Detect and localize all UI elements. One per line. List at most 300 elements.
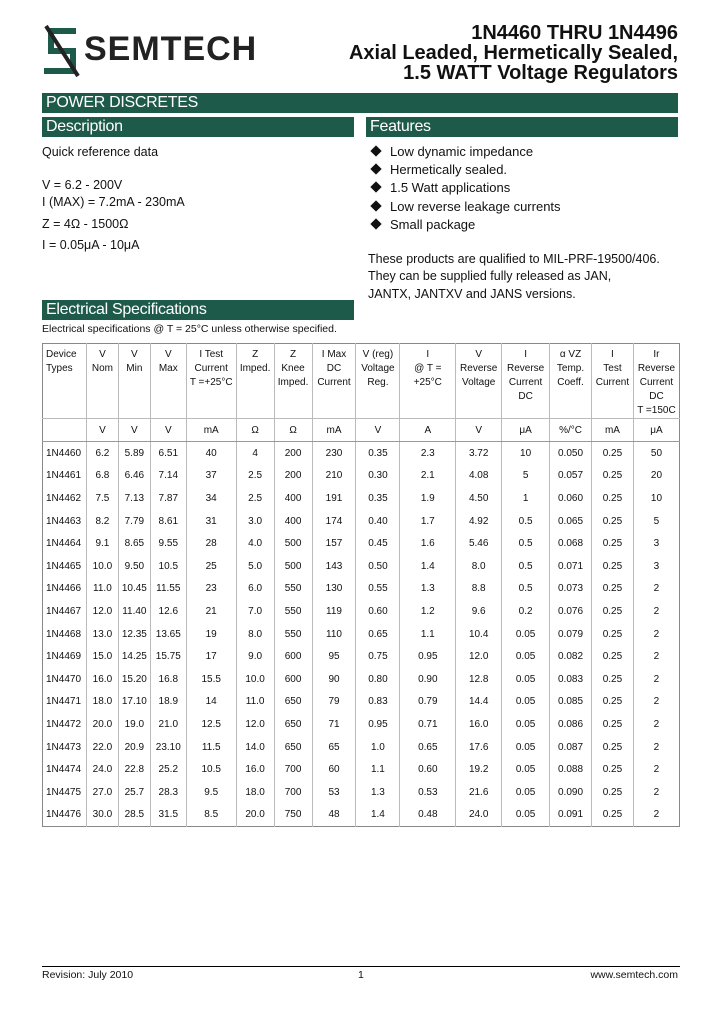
table-cell: 31.5 xyxy=(150,804,186,827)
table-cell: 2 xyxy=(653,786,660,798)
table-cell: 119 xyxy=(312,600,356,623)
description-heading: Description xyxy=(46,118,123,135)
table-cell: 27.0 xyxy=(86,781,118,804)
table-header-row xyxy=(43,344,680,419)
table-row xyxy=(43,758,680,781)
table-cell: 13.0 xyxy=(86,623,118,646)
column-header xyxy=(118,344,150,419)
table-cell: 0.25 xyxy=(591,645,633,668)
features-heading: Features xyxy=(370,118,431,135)
table-cell: 1.4 xyxy=(400,555,456,578)
table-cell: 37 xyxy=(186,465,236,488)
desc-line-iz: I (MAX) = 7.2mA - 230mA xyxy=(42,195,185,209)
table-cell: 0.25 xyxy=(591,442,633,465)
column-header-line: Imped. xyxy=(277,377,309,388)
unit-cell: V xyxy=(150,419,186,442)
table-cell: 6.51 xyxy=(150,442,186,465)
table-cell: 7.87 xyxy=(150,487,186,510)
table-cell: 0.83 xyxy=(356,691,400,714)
table-cell: 19.0 xyxy=(118,713,150,736)
units-row xyxy=(43,419,680,442)
table-cell: 0.086 xyxy=(550,713,592,736)
column-header xyxy=(633,344,679,419)
table-cell: 10 xyxy=(502,442,550,465)
table-cell: 0.05 xyxy=(502,736,550,759)
table-row xyxy=(43,442,680,465)
table-cell: 11.55 xyxy=(150,578,186,601)
device-type-cell: 1N4466 xyxy=(43,578,87,601)
table-row xyxy=(43,600,680,623)
device-type-cell: 1N4471 xyxy=(43,691,87,714)
column-header-line: Current xyxy=(639,377,674,388)
table-cell: 191 xyxy=(312,487,356,510)
table-cell: 48 xyxy=(312,804,356,827)
unit-cell: μA xyxy=(502,419,550,442)
unit-cell: Ω xyxy=(236,419,274,442)
table-cell: 9.5 xyxy=(186,781,236,804)
table-cell: 0.60 xyxy=(400,758,456,781)
table-cell: 12.5 xyxy=(186,713,236,736)
table-cell: 600 xyxy=(274,668,312,691)
column-header xyxy=(550,344,592,419)
column-header-line: T =150C xyxy=(637,405,676,416)
table-row xyxy=(43,668,680,691)
table-cell: 8.61 xyxy=(150,510,186,533)
column-header-line: Voltage xyxy=(461,377,496,388)
table-cell: 0.95 xyxy=(356,713,400,736)
table-cell: 0.05 xyxy=(502,758,550,781)
table-cell: 0.25 xyxy=(591,691,633,714)
table-cell: 2 xyxy=(653,583,660,595)
table-cell: 28 xyxy=(186,532,236,555)
table-cell: 0.25 xyxy=(591,532,633,555)
table-cell: 650 xyxy=(274,691,312,714)
column-header-line: T =+25°C xyxy=(189,377,233,388)
table-cell: 8.8 xyxy=(456,578,502,601)
column-header xyxy=(356,344,400,419)
table-cell: 11.40 xyxy=(118,600,150,623)
device-type-cell: 1N4461 xyxy=(43,465,87,488)
table-cell: 4.50 xyxy=(456,487,502,510)
table-cell: 0.25 xyxy=(591,510,633,533)
table-cell: 210 xyxy=(312,465,356,488)
diamond-bullet-icon xyxy=(370,200,381,211)
table-cell: 143 xyxy=(312,555,356,578)
table-cell: 10.5 xyxy=(150,555,186,578)
table-cell: 110 xyxy=(312,623,356,646)
column-header-line: V (reg) xyxy=(362,349,394,360)
unit-cell: V xyxy=(356,419,400,442)
table-cell: 0.25 xyxy=(591,736,633,759)
table-cell: 0.25 xyxy=(591,600,633,623)
table-cell: 0.057 xyxy=(550,465,592,488)
table-cell: 4.0 xyxy=(236,532,274,555)
table-cell: 8.0 xyxy=(456,555,502,578)
table-cell: 200 xyxy=(274,465,312,488)
table-cell: 14.0 xyxy=(236,736,274,759)
table-cell: 7.14 xyxy=(150,465,186,488)
table-cell: 7.13 xyxy=(118,487,150,510)
device-type-cell: 1N4465 xyxy=(43,555,87,578)
column-header xyxy=(274,344,312,419)
table-cell: 7.79 xyxy=(118,510,150,533)
electrical-heading: Electrical Specifications xyxy=(46,301,207,318)
table-cell: 79 xyxy=(312,691,356,714)
table-cell: 650 xyxy=(274,736,312,759)
description-intro: Quick reference data xyxy=(42,145,159,159)
table-cell: 6.8 xyxy=(86,465,118,488)
table-cell: 700 xyxy=(274,781,312,804)
table-cell: 8.0 xyxy=(236,623,274,646)
table-cell: 10.5 xyxy=(186,758,236,781)
table-cell: 0.95 xyxy=(400,645,456,668)
table-cell: 4 xyxy=(236,442,274,465)
table-cell: 0.073 xyxy=(550,578,592,601)
table-cell: 0.05 xyxy=(502,781,550,804)
table-cell: 16.0 xyxy=(236,758,274,781)
device-type-cell: 1N4474 xyxy=(43,758,87,781)
unit-cell: mA xyxy=(591,419,633,442)
table-cell: 1.9 xyxy=(400,487,456,510)
column-header-line: α VZ xyxy=(559,349,582,360)
table-row xyxy=(43,623,680,646)
table-cell: 9.6 xyxy=(456,600,502,623)
table-row xyxy=(43,736,680,759)
table-cell: 90 xyxy=(312,668,356,691)
table-cell: 0.40 xyxy=(356,510,400,533)
qualification-line-3: JANTX, JANTXV and JANS versions. xyxy=(368,287,576,301)
footer-revision: Revision: July 2010 xyxy=(42,969,134,981)
title-line-2: Axial Leaded, Hermetically Sealed, xyxy=(348,42,678,64)
table-cell: 0.90 xyxy=(400,668,456,691)
table-cell: 0.80 xyxy=(356,668,400,691)
desc-line-ir: I = 0.05μA - 10μA xyxy=(42,238,140,252)
table-cell: 71 xyxy=(312,713,356,736)
column-header xyxy=(150,344,186,419)
table-cell: 0.05 xyxy=(502,668,550,691)
table-cell: 550 xyxy=(274,623,312,646)
table-cell: 14.25 xyxy=(118,645,150,668)
table-cell: 24.0 xyxy=(86,758,118,781)
table-cell: 0.050 xyxy=(550,442,592,465)
table-cell: 0.55 xyxy=(356,578,400,601)
table-cell: 5.89 xyxy=(118,442,150,465)
table-cell: 34 xyxy=(186,487,236,510)
table-cell: 7.0 xyxy=(236,600,274,623)
table-cell: 0.25 xyxy=(591,668,633,691)
table-cell: 5.46 xyxy=(456,532,502,555)
table-cell: 650 xyxy=(274,713,312,736)
column-header-line: Reverse xyxy=(506,363,545,374)
column-header xyxy=(400,344,456,419)
table-cell: 23 xyxy=(186,578,236,601)
table-cell: 5 xyxy=(502,465,550,488)
footer-website[interactable]: www.semtech.com xyxy=(590,969,678,981)
table-cell: 200 xyxy=(274,442,312,465)
feature-label: Low reverse leakage currents xyxy=(390,199,561,214)
column-header xyxy=(186,344,236,419)
column-header-line: Nom xyxy=(91,363,113,374)
qualification-line-1: These products are qualified to MIL-PRF-19500/406. xyxy=(368,252,660,266)
unit-cell xyxy=(43,419,87,442)
electrical-heading-bar xyxy=(42,300,354,320)
column-header-line: Z xyxy=(252,349,259,360)
table-cell: 0.53 xyxy=(400,781,456,804)
device-type-cell: 1N4464 xyxy=(43,532,87,555)
table-row xyxy=(43,487,680,510)
table-cell: 2 xyxy=(653,764,660,776)
table-cell: 0.25 xyxy=(591,578,633,601)
table-row xyxy=(43,713,680,736)
table-cell: 0.25 xyxy=(591,465,633,488)
table-cell: 10.4 xyxy=(456,623,502,646)
column-header-line: Types xyxy=(46,363,73,374)
device-type-cell: 1N4470 xyxy=(43,668,87,691)
table-cell: 9.55 xyxy=(150,532,186,555)
table-cell: 9.0 xyxy=(236,645,274,668)
table-cell: 53 xyxy=(312,781,356,804)
table-cell: 0.71 xyxy=(400,713,456,736)
table-cell: 0.45 xyxy=(356,532,400,555)
table-row xyxy=(43,532,680,555)
table-cell: 0.5 xyxy=(502,578,550,601)
table-cell: 2 xyxy=(653,673,660,685)
column-header-line: Current xyxy=(595,377,630,388)
category-label: POWER DISCRETES xyxy=(46,94,198,111)
diamond-bullet-icon xyxy=(370,145,381,156)
table-cell: 174 xyxy=(312,510,356,533)
table-cell: 25.2 xyxy=(150,758,186,781)
column-header-line: Ir xyxy=(653,349,660,360)
table-cell: 500 xyxy=(274,532,312,555)
table-cell: 1.1 xyxy=(400,623,456,646)
table-cell: 11.0 xyxy=(236,691,274,714)
table-cell: 9.50 xyxy=(118,555,150,578)
table-cell: 1.6 xyxy=(400,532,456,555)
table-cell: 17.6 xyxy=(456,736,502,759)
table-cell: 0.05 xyxy=(502,645,550,668)
column-header xyxy=(502,344,550,419)
column-header-line: Current xyxy=(317,377,351,388)
column-header-line: I xyxy=(524,349,527,360)
feature-item xyxy=(370,179,510,197)
diamond-bullet-icon xyxy=(370,218,381,229)
table-cell: 700 xyxy=(274,758,312,781)
table-cell: 6.2 xyxy=(86,442,118,465)
unit-cell: V xyxy=(118,419,150,442)
description-heading-bar xyxy=(42,117,354,137)
table-cell: 19.2 xyxy=(456,758,502,781)
column-header xyxy=(43,344,87,419)
table-cell: 30.0 xyxy=(86,804,118,827)
table-cell: 10.0 xyxy=(236,668,274,691)
column-header xyxy=(456,344,502,419)
table-cell: 1.0 xyxy=(356,736,400,759)
table-cell: 0.079 xyxy=(550,623,592,646)
column-header-line: V xyxy=(99,349,106,360)
column-header-line: Reverse xyxy=(637,363,676,374)
table-cell: 0.79 xyxy=(400,691,456,714)
unit-cell: mA xyxy=(186,419,236,442)
footer-rule xyxy=(42,966,680,967)
table-cell: 1 xyxy=(502,487,550,510)
column-header-line: @ T = +25°C xyxy=(413,363,442,388)
table-row xyxy=(43,465,680,488)
device-type-cell: 1N4460 xyxy=(43,442,87,465)
table-cell: 130 xyxy=(312,578,356,601)
table-cell: 16.0 xyxy=(456,713,502,736)
table-cell: 0.5 xyxy=(502,555,550,578)
table-cell: 20.0 xyxy=(86,713,118,736)
table-cell: 12.35 xyxy=(118,623,150,646)
table-cell: 8.2 xyxy=(86,510,118,533)
table-cell: 550 xyxy=(274,578,312,601)
device-type-cell: 1N4475 xyxy=(43,781,87,804)
table-cell: 0.088 xyxy=(550,758,592,781)
column-header-line: Max xyxy=(158,363,178,374)
column-header-line: Reverse xyxy=(460,363,498,374)
table-cell: 2.5 xyxy=(236,487,274,510)
table-cell: 8.65 xyxy=(118,532,150,555)
table-cell: 0.068 xyxy=(550,532,592,555)
table-cell: 1.1 xyxy=(356,758,400,781)
table-cell: 400 xyxy=(274,510,312,533)
column-header-line: DC xyxy=(649,391,664,402)
feature-label: Small package xyxy=(390,217,476,232)
feature-item xyxy=(370,161,507,179)
table-cell: 0.25 xyxy=(591,555,633,578)
table-cell: 0.65 xyxy=(356,623,400,646)
diamond-bullet-icon xyxy=(370,181,381,192)
table-cell: 400 xyxy=(274,487,312,510)
table-cell: 5 xyxy=(653,515,660,527)
table-cell: 0.05 xyxy=(502,623,550,646)
table-cell: 13.65 xyxy=(150,623,186,646)
column-header-line: Coeff. xyxy=(557,377,584,388)
unit-cell: μA xyxy=(633,419,679,442)
table-cell: 1.4 xyxy=(356,804,400,827)
column-header-line: Knee xyxy=(281,363,305,374)
table-cell: 18.0 xyxy=(236,781,274,804)
table-cell: 2 xyxy=(653,741,660,753)
qualification-line-2: They can be supplied fully released as JAN, xyxy=(368,269,612,283)
unit-cell: %/°C xyxy=(550,419,592,442)
title-line-3: 1.5 WATT Voltage Regulators xyxy=(403,62,678,84)
table-cell: 12.8 xyxy=(456,668,502,691)
table-cell: 3 xyxy=(653,538,660,550)
footer-page-number: 1 xyxy=(358,969,364,981)
table-cell: 11.0 xyxy=(86,578,118,601)
table-cell: 18.0 xyxy=(86,691,118,714)
table-cell: 0.087 xyxy=(550,736,592,759)
table-cell: 2 xyxy=(653,651,660,663)
desc-line-vr: V = 6.2 - 200V xyxy=(42,178,123,192)
column-header xyxy=(312,344,356,419)
table-cell: 0.05 xyxy=(502,804,550,827)
table-cell: 500 xyxy=(274,555,312,578)
table-row xyxy=(43,578,680,601)
column-header-line: I xyxy=(611,349,614,360)
table-cell: 0.091 xyxy=(550,804,592,827)
table-cell: 9.1 xyxy=(86,532,118,555)
table-cell: 0.30 xyxy=(356,465,400,488)
device-type-cell: 1N4473 xyxy=(43,736,87,759)
table-cell: 0.65 xyxy=(400,736,456,759)
table-cell: 2.1 xyxy=(400,465,456,488)
table-cell: 750 xyxy=(274,804,312,827)
table-cell: 0.25 xyxy=(591,487,633,510)
column-header-line: Test xyxy=(603,363,622,374)
table-row xyxy=(43,645,680,668)
table-cell: 0.05 xyxy=(502,691,550,714)
table-cell: 0.5 xyxy=(502,532,550,555)
table-cell: 15.20 xyxy=(118,668,150,691)
table-cell: 11.5 xyxy=(186,736,236,759)
table-cell: 0.065 xyxy=(550,510,592,533)
device-type-cell: 1N4462 xyxy=(43,487,87,510)
table-cell: 0.2 xyxy=(502,600,550,623)
table-cell: 230 xyxy=(312,442,356,465)
table-cell: 17.10 xyxy=(118,691,150,714)
table-cell: 20.0 xyxy=(236,804,274,827)
table-cell: 0.060 xyxy=(550,487,592,510)
title-line-1: 1N4460 THRU 1N4496 xyxy=(471,22,678,44)
semtech-logo xyxy=(40,22,300,80)
device-type-cell: 1N4476 xyxy=(43,804,87,827)
table-cell: 8.5 xyxy=(186,804,236,827)
table-cell: 12.0 xyxy=(86,600,118,623)
column-header-line: Imped. xyxy=(239,363,271,374)
table-cell: 0.05 xyxy=(502,713,550,736)
electrical-note: Electrical specifications @ T = 25°C unless otherwise specified. xyxy=(42,323,337,335)
table-cell: 31 xyxy=(186,510,236,533)
column-header xyxy=(236,344,274,419)
table-cell: 4.08 xyxy=(456,465,502,488)
table-cell: 2 xyxy=(653,605,660,617)
column-header xyxy=(591,344,633,419)
table-cell: 12.0 xyxy=(456,645,502,668)
table-cell: 0.085 xyxy=(550,691,592,714)
table-cell: 2 xyxy=(653,718,660,730)
table-cell: 3.72 xyxy=(456,442,502,465)
table-cell: 0.60 xyxy=(356,600,400,623)
table-cell: 4.92 xyxy=(456,510,502,533)
table-row xyxy=(43,555,680,578)
table-cell: 50 xyxy=(650,447,663,459)
table-cell: 95 xyxy=(312,645,356,668)
table-cell: 16.8 xyxy=(150,668,186,691)
table-row xyxy=(43,804,680,827)
table-cell: 60 xyxy=(312,758,356,781)
category-bar xyxy=(42,93,678,113)
table-cell: 22.8 xyxy=(118,758,150,781)
feature-label: Hermetically sealed. xyxy=(390,162,508,177)
spec-table-wrapper xyxy=(42,343,680,827)
spec-table xyxy=(42,343,680,827)
table-cell: 12.6 xyxy=(150,600,186,623)
table-cell: 28.3 xyxy=(150,781,186,804)
device-type-cell: 1N4469 xyxy=(43,645,87,668)
table-cell: 15.0 xyxy=(86,645,118,668)
table-cell: 5.0 xyxy=(236,555,274,578)
column-header-line: I xyxy=(426,349,430,360)
table-cell: 2.3 xyxy=(400,442,456,465)
table-cell: 1.7 xyxy=(400,510,456,533)
column-header-line: I Test xyxy=(199,349,224,360)
table-cell: 65 xyxy=(312,736,356,759)
column-header-line: Z xyxy=(290,349,297,360)
table-cell: 10.0 xyxy=(86,555,118,578)
